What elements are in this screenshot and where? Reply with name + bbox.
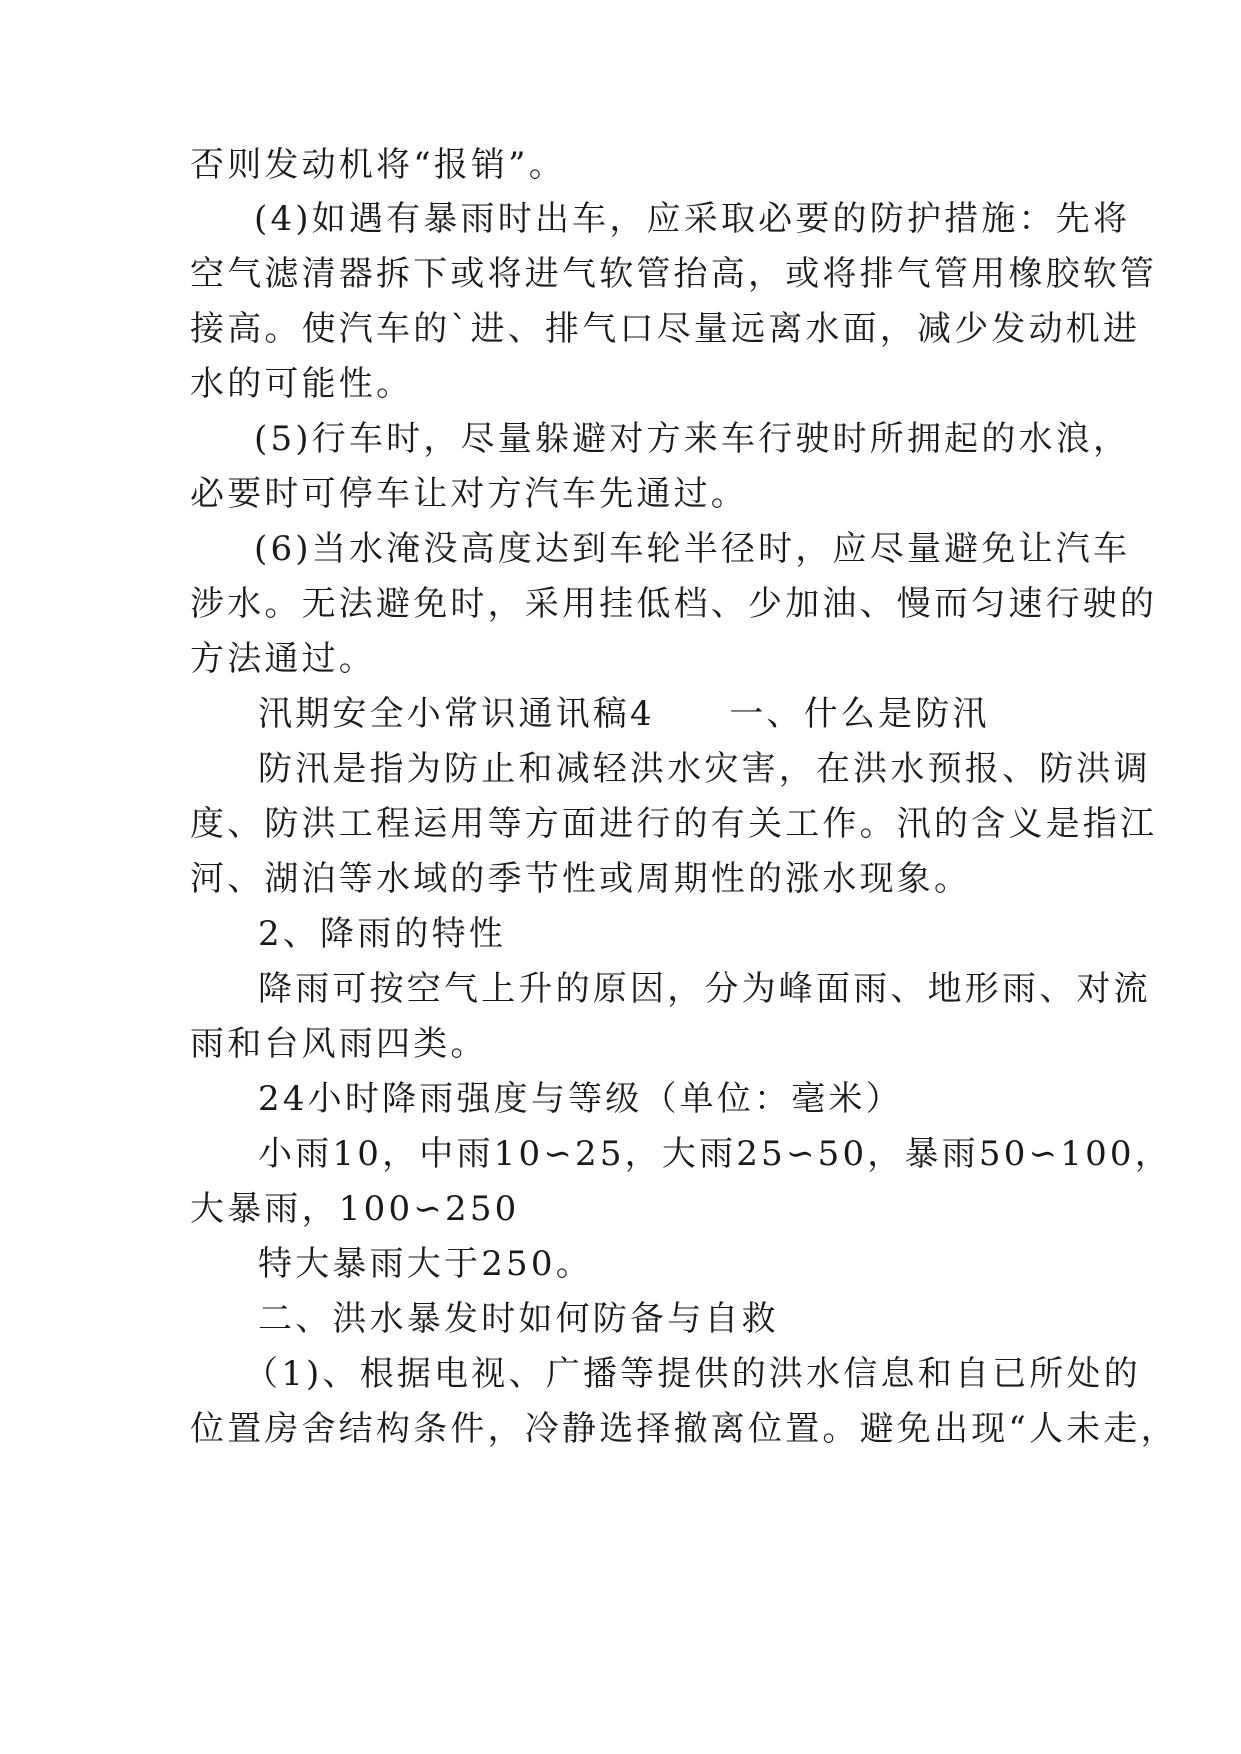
text-line: 小雨10，中雨10∽25，大雨25∽50，暴雨50∽100，: [258, 1134, 1172, 1174]
text-line: 位置房舍结构条件，冷静选择撤离位置。避免出现“人未走，: [190, 1409, 1178, 1449]
text-line: 二、洪水暴发时如何防备与自救: [258, 1299, 779, 1339]
text-line: 空气滤清器拆下或将进气软管抬高，或将排气管用橡胶软管: [190, 254, 1158, 294]
text-line: 度、防洪工程运用等方面进行的有关工作。汛的含义是指江: [190, 804, 1158, 844]
text-line: (5)行车时，尽量躲避对方来车行驶时所拥起的水浪，: [254, 419, 1131, 459]
text-line: 汛期安全小常识通讯稿4 一、什么是防汛: [258, 694, 990, 734]
text-line: 涉水。无法避免时，采用挂低档、少加油、慢而匀速行驶的: [190, 584, 1158, 624]
text-line: 2、降雨的特性: [258, 914, 507, 954]
text-line: (4)如遇有暴雨时出车，应采取必要的防护措施：先将: [254, 199, 1131, 239]
text-line: 大暴雨，100∽250: [190, 1189, 520, 1229]
text-line: 24小时降雨强度与等级（单位：毫米）: [258, 1079, 903, 1119]
text-line: 方法通过。: [190, 639, 376, 679]
text-line: (6)当水淹没高度达到车轮半径时，应尽量避免让汽车: [254, 529, 1131, 569]
text-line: 必要时可停车让对方汽车先通过。: [190, 474, 748, 514]
text-line: 雨和台风雨四类。: [190, 1024, 488, 1064]
text-line: 接高。使汽车的`进、排气口尽量远离水面，减少发动机进: [190, 309, 1141, 349]
text-line: 降雨可按空气上升的原因，分为峰面雨、地形雨、对流: [258, 969, 1151, 1009]
text-line: 水的可能性。: [190, 364, 414, 404]
text-line: （1)、根据电视、广播等提供的洪水信息和自已所处的: [244, 1354, 1141, 1394]
text-line: 防汛是指为防止和减轻洪水灾害，在洪水预报、防洪调: [258, 749, 1151, 789]
text-line: 河、湖泊等水域的季节性或周期性的涨水现象。: [190, 859, 972, 899]
text-line: 特大暴雨大于250。: [258, 1244, 593, 1284]
text-line: 否则发动机将“报销”。: [190, 145, 566, 185]
